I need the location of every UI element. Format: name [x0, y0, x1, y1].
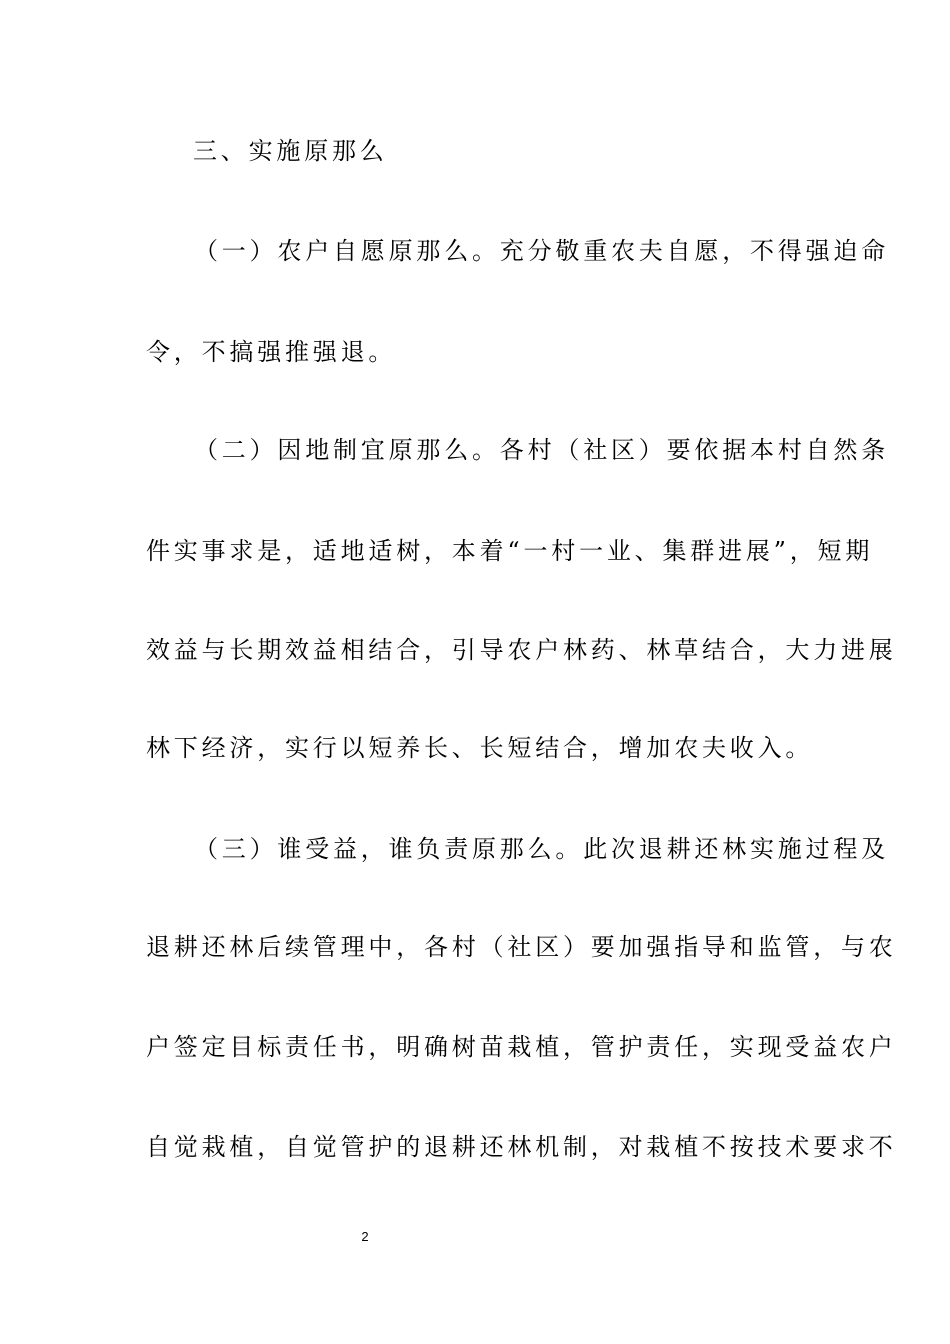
paragraph-line: 件实事求是，适地适树，本着“一村一业、集群进展”，短期 [146, 537, 874, 565]
paragraph-line: 自觉栽植，自觉管护的退耕还林机制，对栽植不按技术要求不 [146, 1133, 897, 1161]
paragraph-line: 林下经济，实行以短养长、长短结合，增加农夫收入。 [146, 734, 814, 762]
page-number: 2 [361, 1229, 369, 1244]
paragraph-line: 户签定目标责任书，明确树苗栽植，管护责任，实现受益农户 [146, 1033, 897, 1061]
section-heading: 三、实施原那么 [193, 137, 388, 165]
paragraph-line: （二）因地制宜原那么。各村（社区）要依据本村自然条 [194, 436, 889, 464]
paragraph-line: （三）谁受益，谁负责原那么。此次退耕还林实施过程及 [194, 835, 889, 863]
paragraph-line: 令，不搞强推强退。 [146, 338, 397, 366]
paragraph-line: 退耕还林后续管理中，各村（社区）要加强指导和监管，与农 [146, 933, 897, 961]
paragraph-line: （一）农户自愿原那么。充分敬重农夫自愿，不得强迫命 [194, 237, 889, 265]
paragraph-line: 效益与长期效益相结合，引导农户林药、林草结合，大力进展 [146, 636, 897, 664]
